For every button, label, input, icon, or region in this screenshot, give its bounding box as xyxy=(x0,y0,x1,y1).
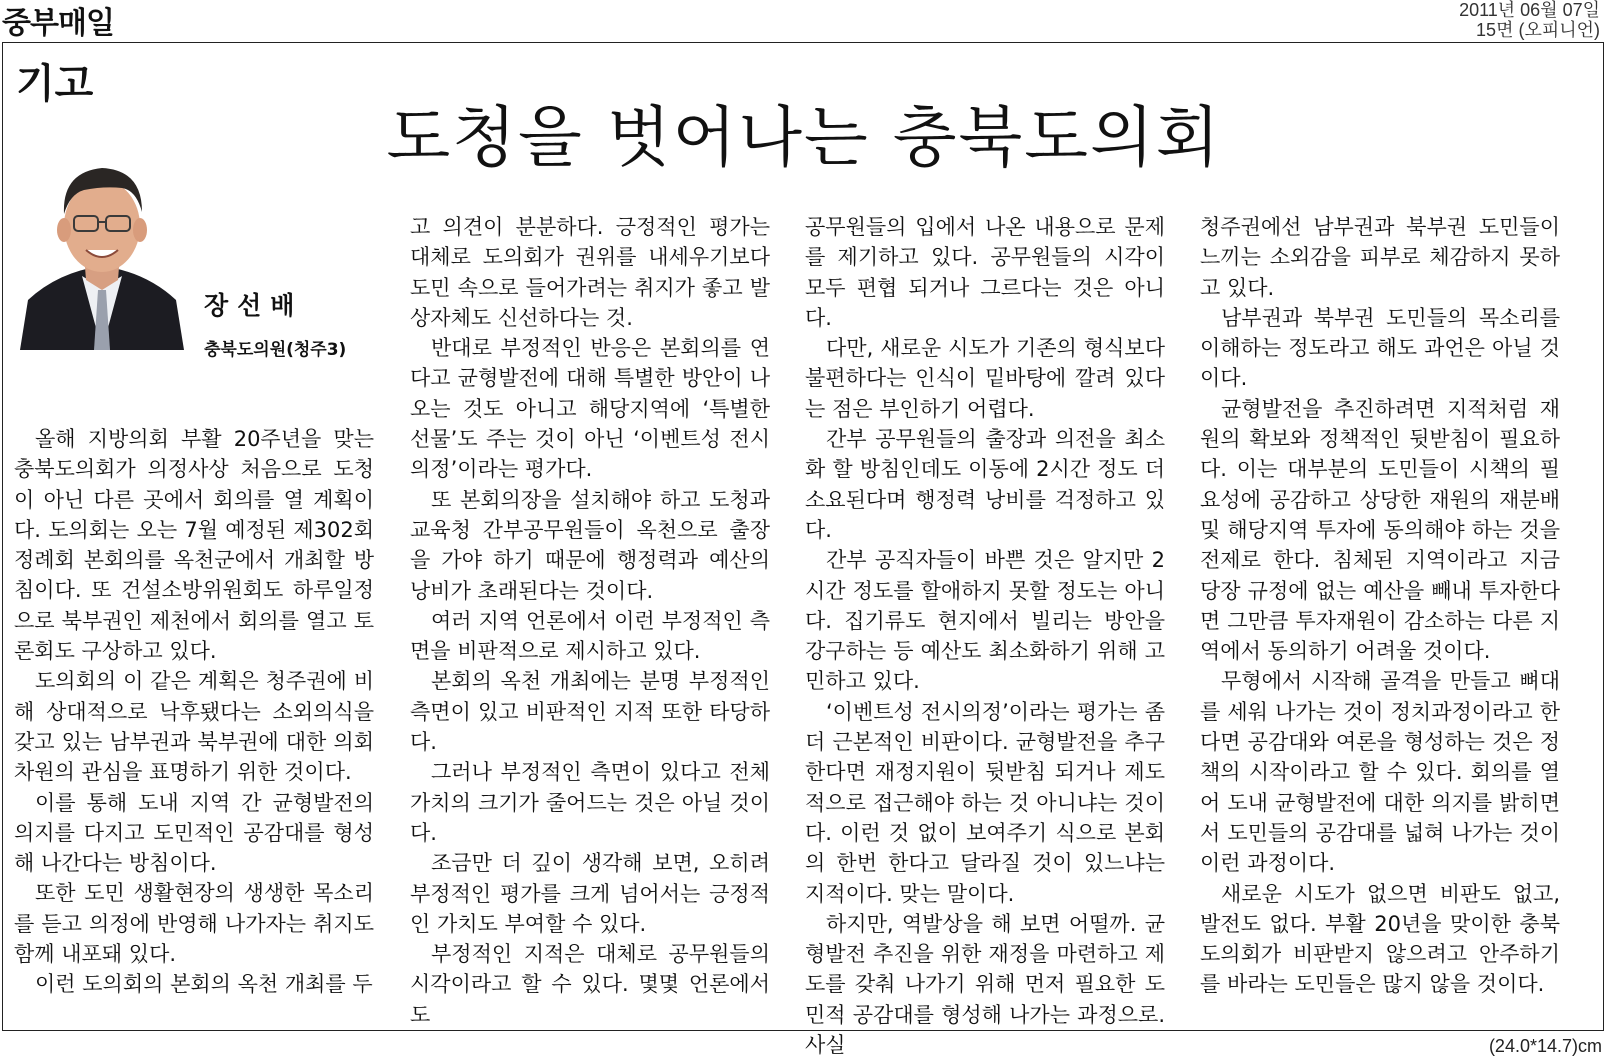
article-paragraph: 공무원들의 입에서 나온 내용으로 문제를 제기하고 있다. 공무원들의 시각이 모두 편협 되거나 그르다는 것은 아니다. xyxy=(805,215,1165,330)
article-paragraph: 간부 공무원들의 출장과 의전을 최소화 할 방침인데도 이동에 2시간 정도 더 소요된다며 행정력 낭비를 걱정하고 있다. xyxy=(805,427,1165,542)
article-paragraph: 남부권과 북부권 도민들의 목소리를 이해하는 정도라고 해도 과언은 아닐 것이다. xyxy=(1200,305,1560,391)
issue-page: 15면 (오피니언) xyxy=(1476,20,1600,40)
article-paragraph: 부정적인 지적은 대체로 공무원들의 시각이라고 할 수 있다. 몇몇 언론에서도 xyxy=(410,942,770,1027)
article-paragraph: 또한 도민 생활현장의 생생한 목소리를 듣고 의정에 반영해 나가자는 취지도 함께 내포돼 있다. xyxy=(14,881,374,967)
author-photo xyxy=(18,150,186,350)
article-column-2 xyxy=(410,212,770,1030)
article-column-1 xyxy=(14,424,374,1000)
article-paragraph: 이런 도의회의 본회의 옥천 개최를 두 xyxy=(35,972,373,997)
article-headline: 도청을 벗어나는 충북도의회 xyxy=(386,99,1222,176)
article-paragraph: 무형에서 시작해 골격을 만들고 뼈대를 세워 나가는 것이 정치과정이라고 한다면 공감대와 여론을 형성하는 것은 정책의 시작이라고 할 수 있다. 회의를 열어 도내 균형발전에 대한 의지를 밝히면서 도민들의 공감대를 넓혀 나가는 것이 이런 과정이다. xyxy=(1200,669,1560,876)
article-paragraph: ‘이벤트성 전시의정’이라는 평가는 좀 더 근본적인 비판이다. 균형발전을 추구한다면 재정지원이 뒷받침 되거나 제도적으로 접근해야 하는 것 아니냐는 것이다. 이런 것 없이 보여주기 식으로 본회의 한번 한다고 달라질 것이 있느냐는 지적이다. 맞는 말이다. xyxy=(805,699,1165,906)
article-paragraph: 청주권에선 남부권과 북부권 도민들이 느끼는 소외감을 피부로 체감하지 못하고 있다. xyxy=(1200,215,1560,300)
author-name: 장선배 xyxy=(204,291,304,320)
article-paragraph: 또 본회의장을 설치해야 하고 도청과 교육청 간부공무원들이 옥천으로 출장을 가야 하기 때문에 행정력과 예산의 낭비가 초래된다는 것이다. xyxy=(410,487,770,603)
newspaper-logo: 중부매일 xyxy=(2,6,114,41)
article-paragraph: 하지만, 역발상을 해 보면 어떨까. 균형발전 추진을 위한 재정을 마련하고 제도를 갖춰 나가기 위해 먼저 필요한 도민적 공감대를 형성해 나가는 과정으로. 사실 xyxy=(805,911,1165,1058)
article-paragraph: 균형발전을 추진하려면 지적처럼 재원의 확보와 정책적인 뒷받침이 필요하다. 이는 대부분의 도민들이 시책의 필요성에 공감하고 상당한 재원의 재분배 및 해당지역 투자에 동의해야 하는 것을 전제로 한다. 침체된 지역이라고 지금 당장 규정에 없는 예산을 빼내 투자한다면 그만큼 투자재원이 감소하는 다른 지역에서 동의하기 어려울 것이다. xyxy=(1200,396,1560,664)
article-paragraph: 올해 지방의회 부활 20주년을 맞는 충북도의회가 의정사상 처음으로 도청이 아닌 다른 곳에서 회의를 열 계획이다. 도의회는 오는 7월 예정된 제302회 정례회 본회의를 옥천군에서 개최할 방침이다. 또 건설소방위원회도 하루일정으로 북부권인 제천에서 회의를 열고 토론회도 구상하고 있다. xyxy=(14,427,374,664)
article-paragraph: 그러나 부정적인 측면이 있다고 전체 가치의 크기가 줄어드는 것은 아닐 것이다. xyxy=(410,760,770,845)
article-paragraph: 도의회의 이 같은 계획은 청주권에 비해 상대적으로 낙후됐다는 소외의식을 갖고 있는 남부권과 북부권에 대한 의회 차원의 관심을 표명하기 위한 것이다. xyxy=(14,669,374,785)
article-paragraph: 본회의 옥천 개최에는 분명 부정적인 측면이 있고 비판적인 지적 또한 타당하다. xyxy=(410,669,770,755)
article-column-3 xyxy=(805,212,1165,1060)
article-paragraph: 간부 공직자들이 바쁜 것은 알지만 2시간 정도를 할애하지 못할 정도는 아니다. 집기류도 현지에서 빌리는 방안을 강구하는 등 예산도 최소화하기 위해 고민하고 있다. xyxy=(805,548,1165,694)
masthead xyxy=(0,0,1608,44)
author-title: 충북도의원(청주3) xyxy=(204,340,347,360)
author-portrait-image xyxy=(18,150,186,350)
article-column-4 xyxy=(1200,212,1560,1000)
issue-date: 2011년 06월 07일 xyxy=(1459,0,1600,20)
section-label: 기고 xyxy=(16,61,94,107)
issue-info xyxy=(1459,0,1600,40)
article-paragraph: 여러 지역 언론에서 이런 부정적인 측면을 비판적으로 제시하고 있다. xyxy=(410,608,770,664)
article-size-note: (24.0*14.7)cm xyxy=(1488,1036,1602,1056)
article-paragraph: 조금만 더 깊이 생각해 보면, 오히려 부정적인 평가를 크게 넘어서는 긍정적인 가치도 부여할 수 있다. xyxy=(410,851,770,936)
article-paragraph: 반대로 부정적인 반응은 본회의를 연다고 균형발전에 대해 특별한 방안이 나오는 것도 아니고 해당지역에 ‘특별한 선물’도 주는 것이 아닌 ‘이벤트성 전시의정’이라는 평가다. xyxy=(410,336,770,482)
article-paragraph: 새로운 시도가 없으면 비판도 없고, 발전도 없다. 부활 20년을 맞이한 충북도의회가 비판받지 않으려고 안주하기를 바라는 도민들은 많지 않을 것이다. xyxy=(1200,881,1560,997)
article-paragraph: 고 의견이 분분하다. 긍정적인 평가는 대체로 도의회가 권위를 내세우기보다 도민 속으로 들어가려는 취지가 좋고 발상자체도 신선하다는 것. xyxy=(410,215,770,330)
article-paragraph: 다만, 새로운 시도가 기존의 형식보다 불편하다는 인식이 밑바탕에 깔려 있다는 점은 부인하기 어렵다. xyxy=(805,336,1165,421)
article-paragraph: 이를 통해 도내 지역 간 균형발전의 의지를 다지고 도민적인 공감대를 형성해 나간다는 방침이다. xyxy=(14,790,374,876)
